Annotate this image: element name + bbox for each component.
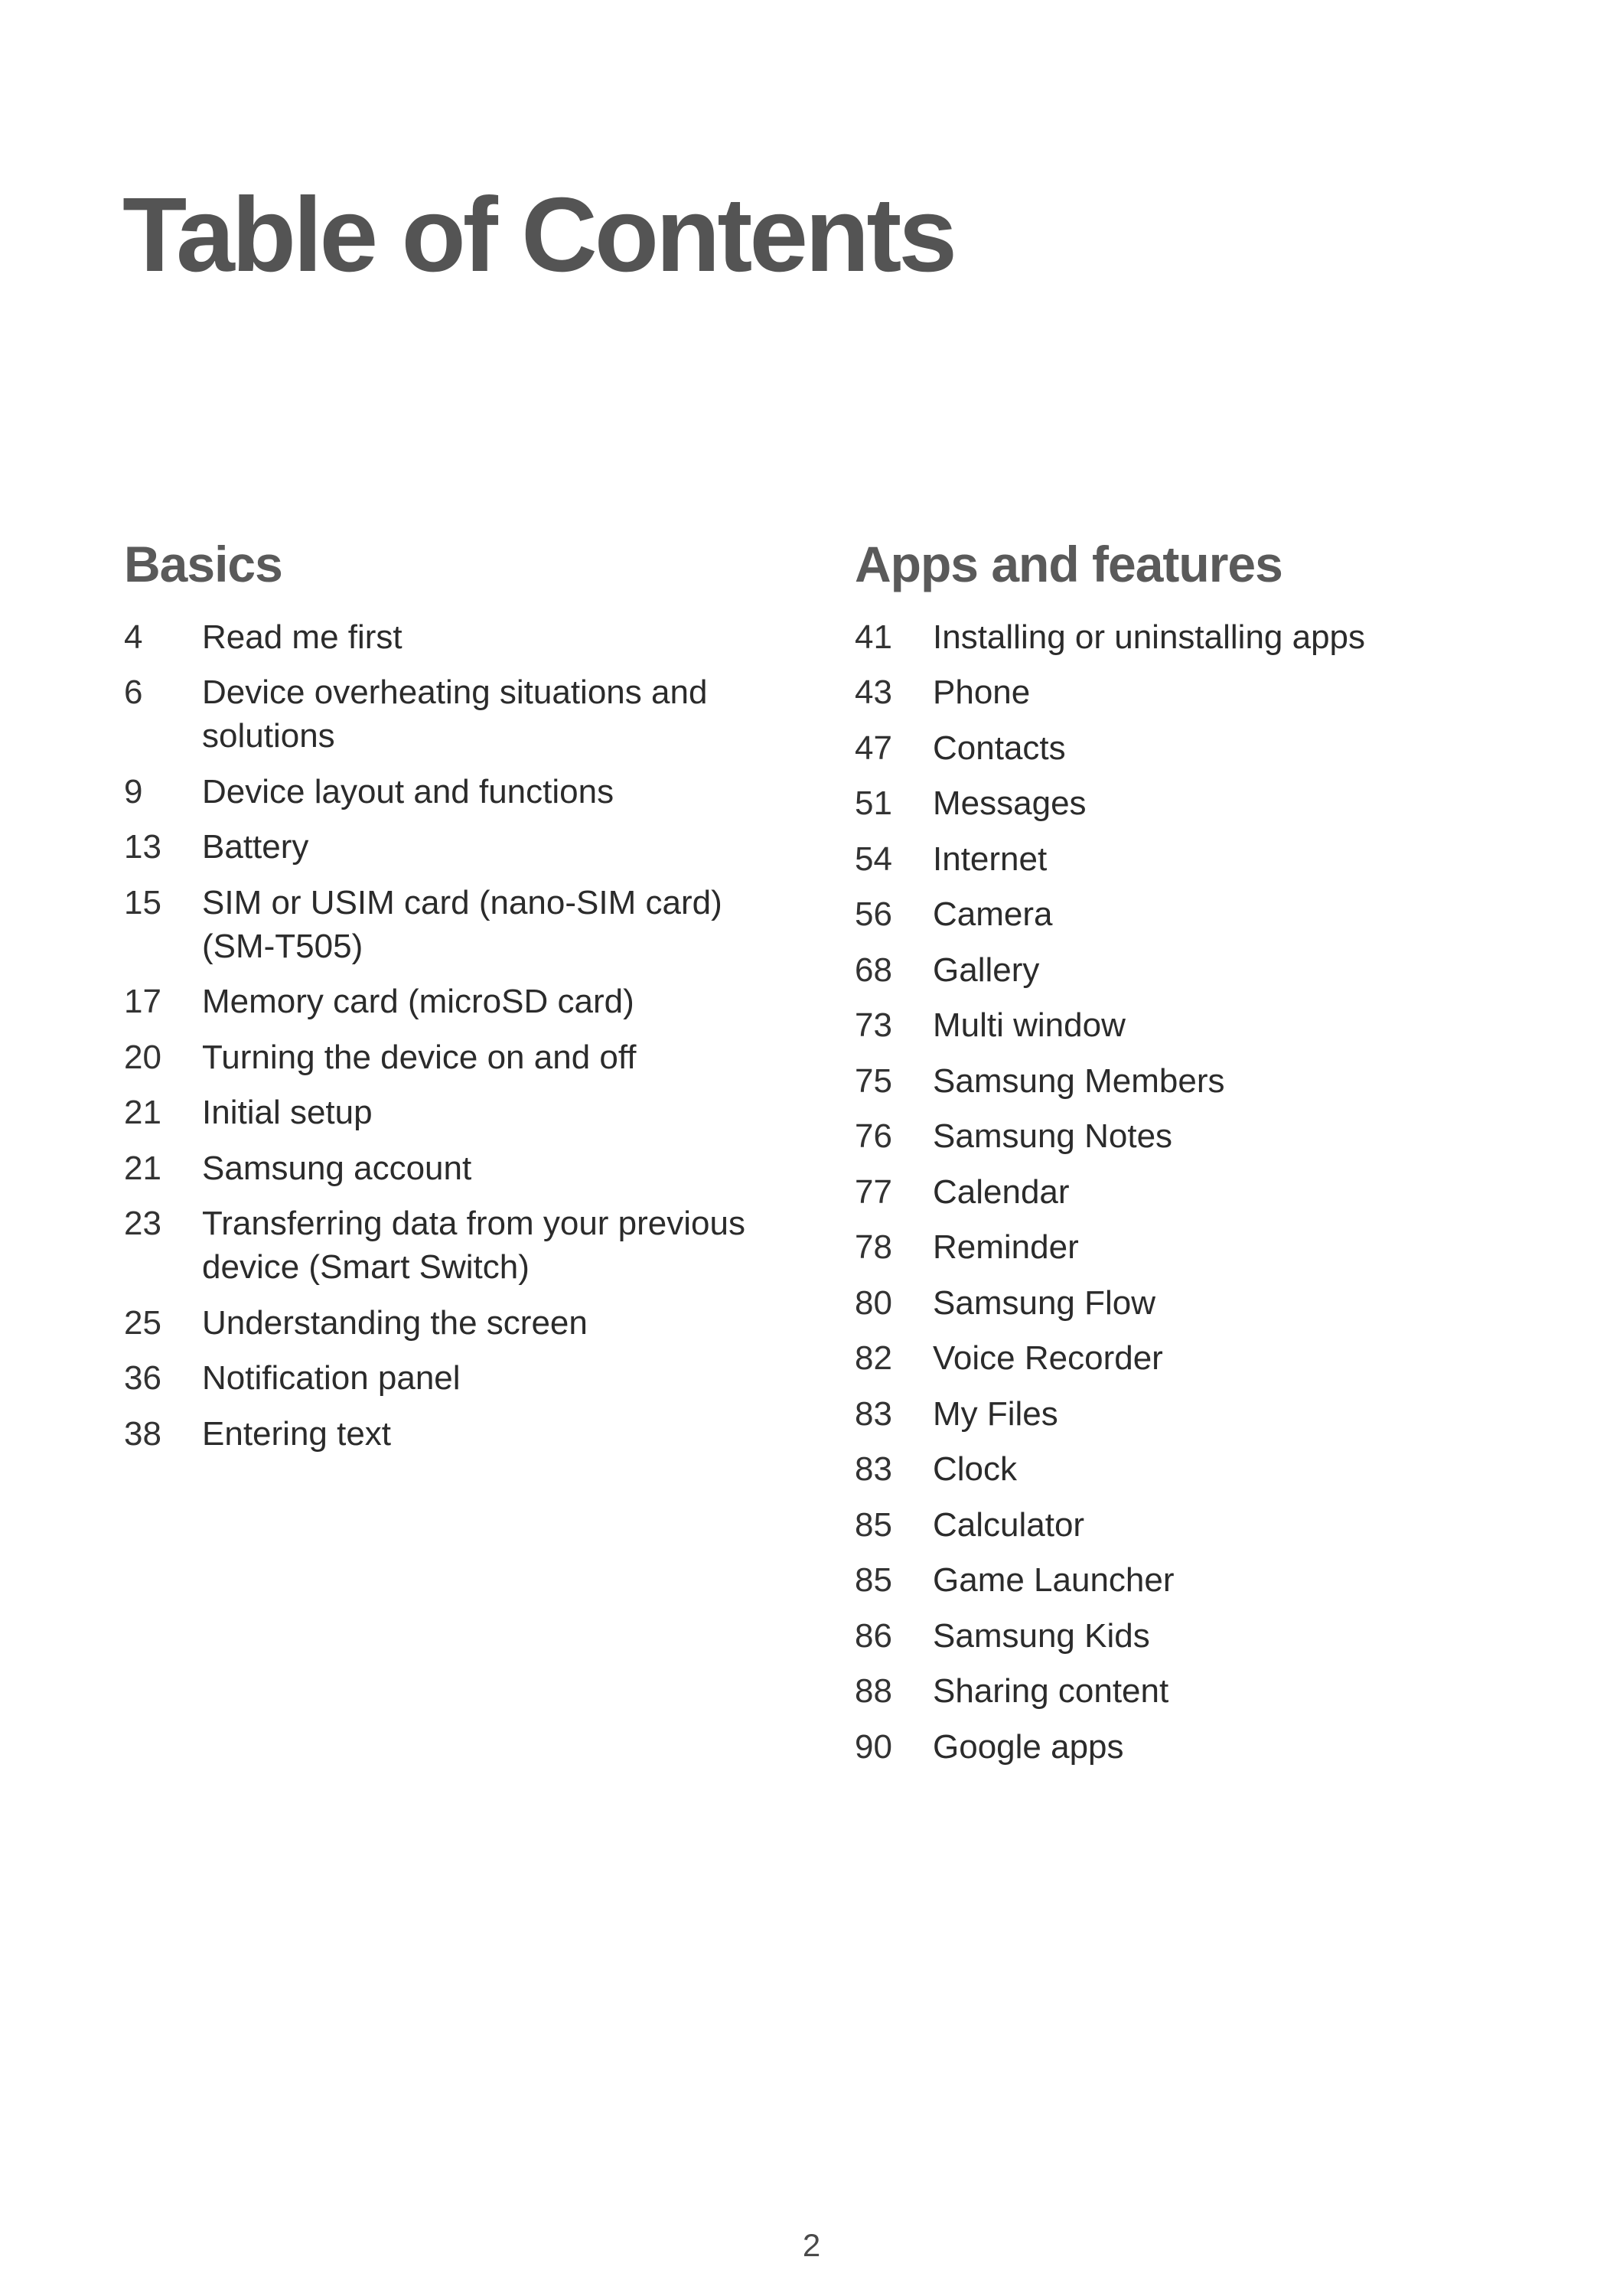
toc-entry[interactable] (855, 781, 1543, 825)
toc-entry-title: Camera (933, 895, 1053, 934)
toc-entry[interactable] (855, 1114, 1543, 1158)
toc-entry-title: Samsung Notes (933, 1117, 1173, 1156)
toc-entry-title: Installing or uninstalling apps (933, 618, 1366, 656)
toc-entry-title: Read me first (202, 618, 402, 656)
toc-entry[interactable] (855, 1392, 1543, 1436)
toc-entry[interactable] (855, 1558, 1543, 1602)
toc-entry[interactable] (124, 1412, 767, 1456)
toc-entry-title: Device overheating situations and solutions (202, 673, 708, 755)
toc-entry-title: Multi window (933, 1006, 1126, 1045)
toc-entry-title: Game Launcher (933, 1561, 1175, 1600)
toc-section-basics (124, 536, 767, 1467)
toc-page-number: 85 (855, 1561, 892, 1600)
toc-entry[interactable] (855, 1059, 1543, 1103)
toc-entry[interactable] (855, 1503, 1543, 1547)
toc-entry-title: Device layout and functions (202, 772, 614, 810)
toc-page-number: 21 (124, 1094, 161, 1132)
toc-list (124, 615, 767, 1456)
page-title: Table of Contents (122, 176, 955, 294)
toc-entry-title: Gallery (933, 951, 1040, 989)
toc-page-number: 77 (855, 1172, 892, 1211)
toc-page-number: 83 (855, 1450, 892, 1489)
toc-entry-title: SIM or USIM card (nano-SIM card) (SM-T505) (202, 883, 722, 965)
toc-entry[interactable] (855, 670, 1543, 714)
toc-entry-title: Phone (933, 673, 1031, 712)
toc-entry-title: Calculator (933, 1505, 1085, 1544)
toc-entry-title: Samsung Flow (933, 1283, 1156, 1322)
toc-entry[interactable] (124, 1146, 767, 1190)
toc-entry[interactable] (124, 980, 767, 1023)
toc-page-number: 78 (855, 1228, 892, 1267)
toc-list (855, 615, 1543, 1769)
toc-entry-title: Initial setup (202, 1094, 373, 1132)
toc-page-number: 86 (855, 1616, 892, 1655)
toc-entry[interactable] (855, 1336, 1543, 1380)
toc-entry-title: Samsung Members (933, 1062, 1225, 1100)
toc-page-number: 43 (855, 673, 892, 712)
toc-entry[interactable] (855, 1225, 1543, 1269)
toc-entry[interactable] (855, 948, 1543, 992)
toc-page-number: 15 (124, 883, 161, 921)
toc-entry-title: Google apps (933, 1727, 1124, 1766)
toc-page-number: 51 (855, 784, 892, 823)
toc-page-number: 36 (124, 1359, 161, 1397)
toc-entry-title: Voice Recorder (933, 1339, 1163, 1378)
toc-page-number: 25 (124, 1303, 161, 1342)
toc-page-number: 88 (855, 1672, 892, 1711)
toc-entry[interactable] (124, 615, 767, 659)
toc-entry-title: Samsung account (202, 1149, 472, 1187)
toc-entry[interactable] (855, 1725, 1543, 1769)
toc-page-number: 54 (855, 840, 892, 878)
toc-page-number: 4 (124, 618, 143, 656)
toc-page-number: 38 (124, 1414, 161, 1453)
toc-page-number: 83 (855, 1394, 892, 1433)
toc-entry[interactable] (124, 825, 767, 869)
page-number: 2 (802, 2227, 821, 2263)
toc-page-number: 82 (855, 1339, 892, 1378)
toc-entry[interactable] (855, 1447, 1543, 1491)
toc-entry[interactable] (124, 1091, 767, 1134)
section-heading: Basics (124, 536, 282, 592)
toc-page-number: 23 (124, 1205, 161, 1243)
toc-entry[interactable] (855, 1614, 1543, 1658)
toc-entry[interactable] (855, 1170, 1543, 1214)
toc-entry[interactable] (855, 837, 1543, 881)
toc-entry-title: Transferring data from your previous device (Smart Switch) (202, 1205, 745, 1287)
toc-entry-title: Samsung Kids (933, 1616, 1150, 1655)
toc-entry-title: Clock (933, 1450, 1018, 1489)
toc-page-number: 80 (855, 1283, 892, 1322)
toc-entry[interactable] (124, 1202, 767, 1289)
toc-entry-title: Entering text (202, 1414, 392, 1453)
toc-page-number: 21 (124, 1149, 161, 1187)
toc-entry-title: Notification panel (202, 1359, 461, 1397)
toc-entry-title: Turning the device on and off (202, 1038, 637, 1076)
toc-entry[interactable] (855, 1669, 1543, 1713)
toc-page-number: 73 (855, 1006, 892, 1045)
toc-page-number: 75 (855, 1062, 892, 1100)
toc-page-number: 76 (855, 1117, 892, 1156)
section-heading: Apps and features (855, 536, 1282, 592)
toc-entry[interactable] (124, 1035, 767, 1079)
toc-section-apps-and-features (855, 536, 1543, 1780)
toc-entry[interactable] (124, 770, 767, 814)
toc-entry-title: Understanding the screen (202, 1303, 588, 1342)
toc-entry-title: Memory card (microSD card) (202, 983, 634, 1021)
toc-entry[interactable] (855, 726, 1543, 770)
toc-entry[interactable] (124, 881, 767, 968)
toc-page-number: 13 (124, 828, 161, 866)
toc-entry[interactable] (855, 892, 1543, 936)
toc-entry-title: Reminder (933, 1228, 1079, 1267)
toc-page-number: 41 (855, 618, 892, 656)
toc-entry[interactable] (855, 1003, 1543, 1047)
toc-page-number: 20 (124, 1038, 161, 1076)
toc-entry-title: Calendar (933, 1172, 1070, 1211)
toc-entry-title: My Files (933, 1394, 1058, 1433)
toc-entry[interactable] (855, 1281, 1543, 1325)
toc-page-number: 85 (855, 1505, 892, 1544)
toc-entry[interactable] (124, 1356, 767, 1400)
toc-page-number: 9 (124, 772, 143, 810)
toc-entry[interactable] (124, 670, 767, 758)
toc-entry-title: Internet (933, 840, 1048, 878)
toc-entry-title: Battery (202, 828, 309, 866)
toc-entry-title: Sharing content (933, 1672, 1169, 1711)
toc-page-number: 68 (855, 951, 892, 989)
toc-page-number: 56 (855, 895, 892, 934)
toc-entry-title: Contacts (933, 729, 1066, 767)
toc-entry-title: Messages (933, 784, 1087, 823)
toc-page-number: 47 (855, 729, 892, 767)
toc-entry[interactable] (124, 1301, 767, 1345)
toc-entry[interactable] (855, 615, 1543, 659)
toc-page-number: 17 (124, 983, 161, 1021)
toc-page-number: 6 (124, 673, 143, 712)
toc-page-number: 90 (855, 1727, 892, 1766)
